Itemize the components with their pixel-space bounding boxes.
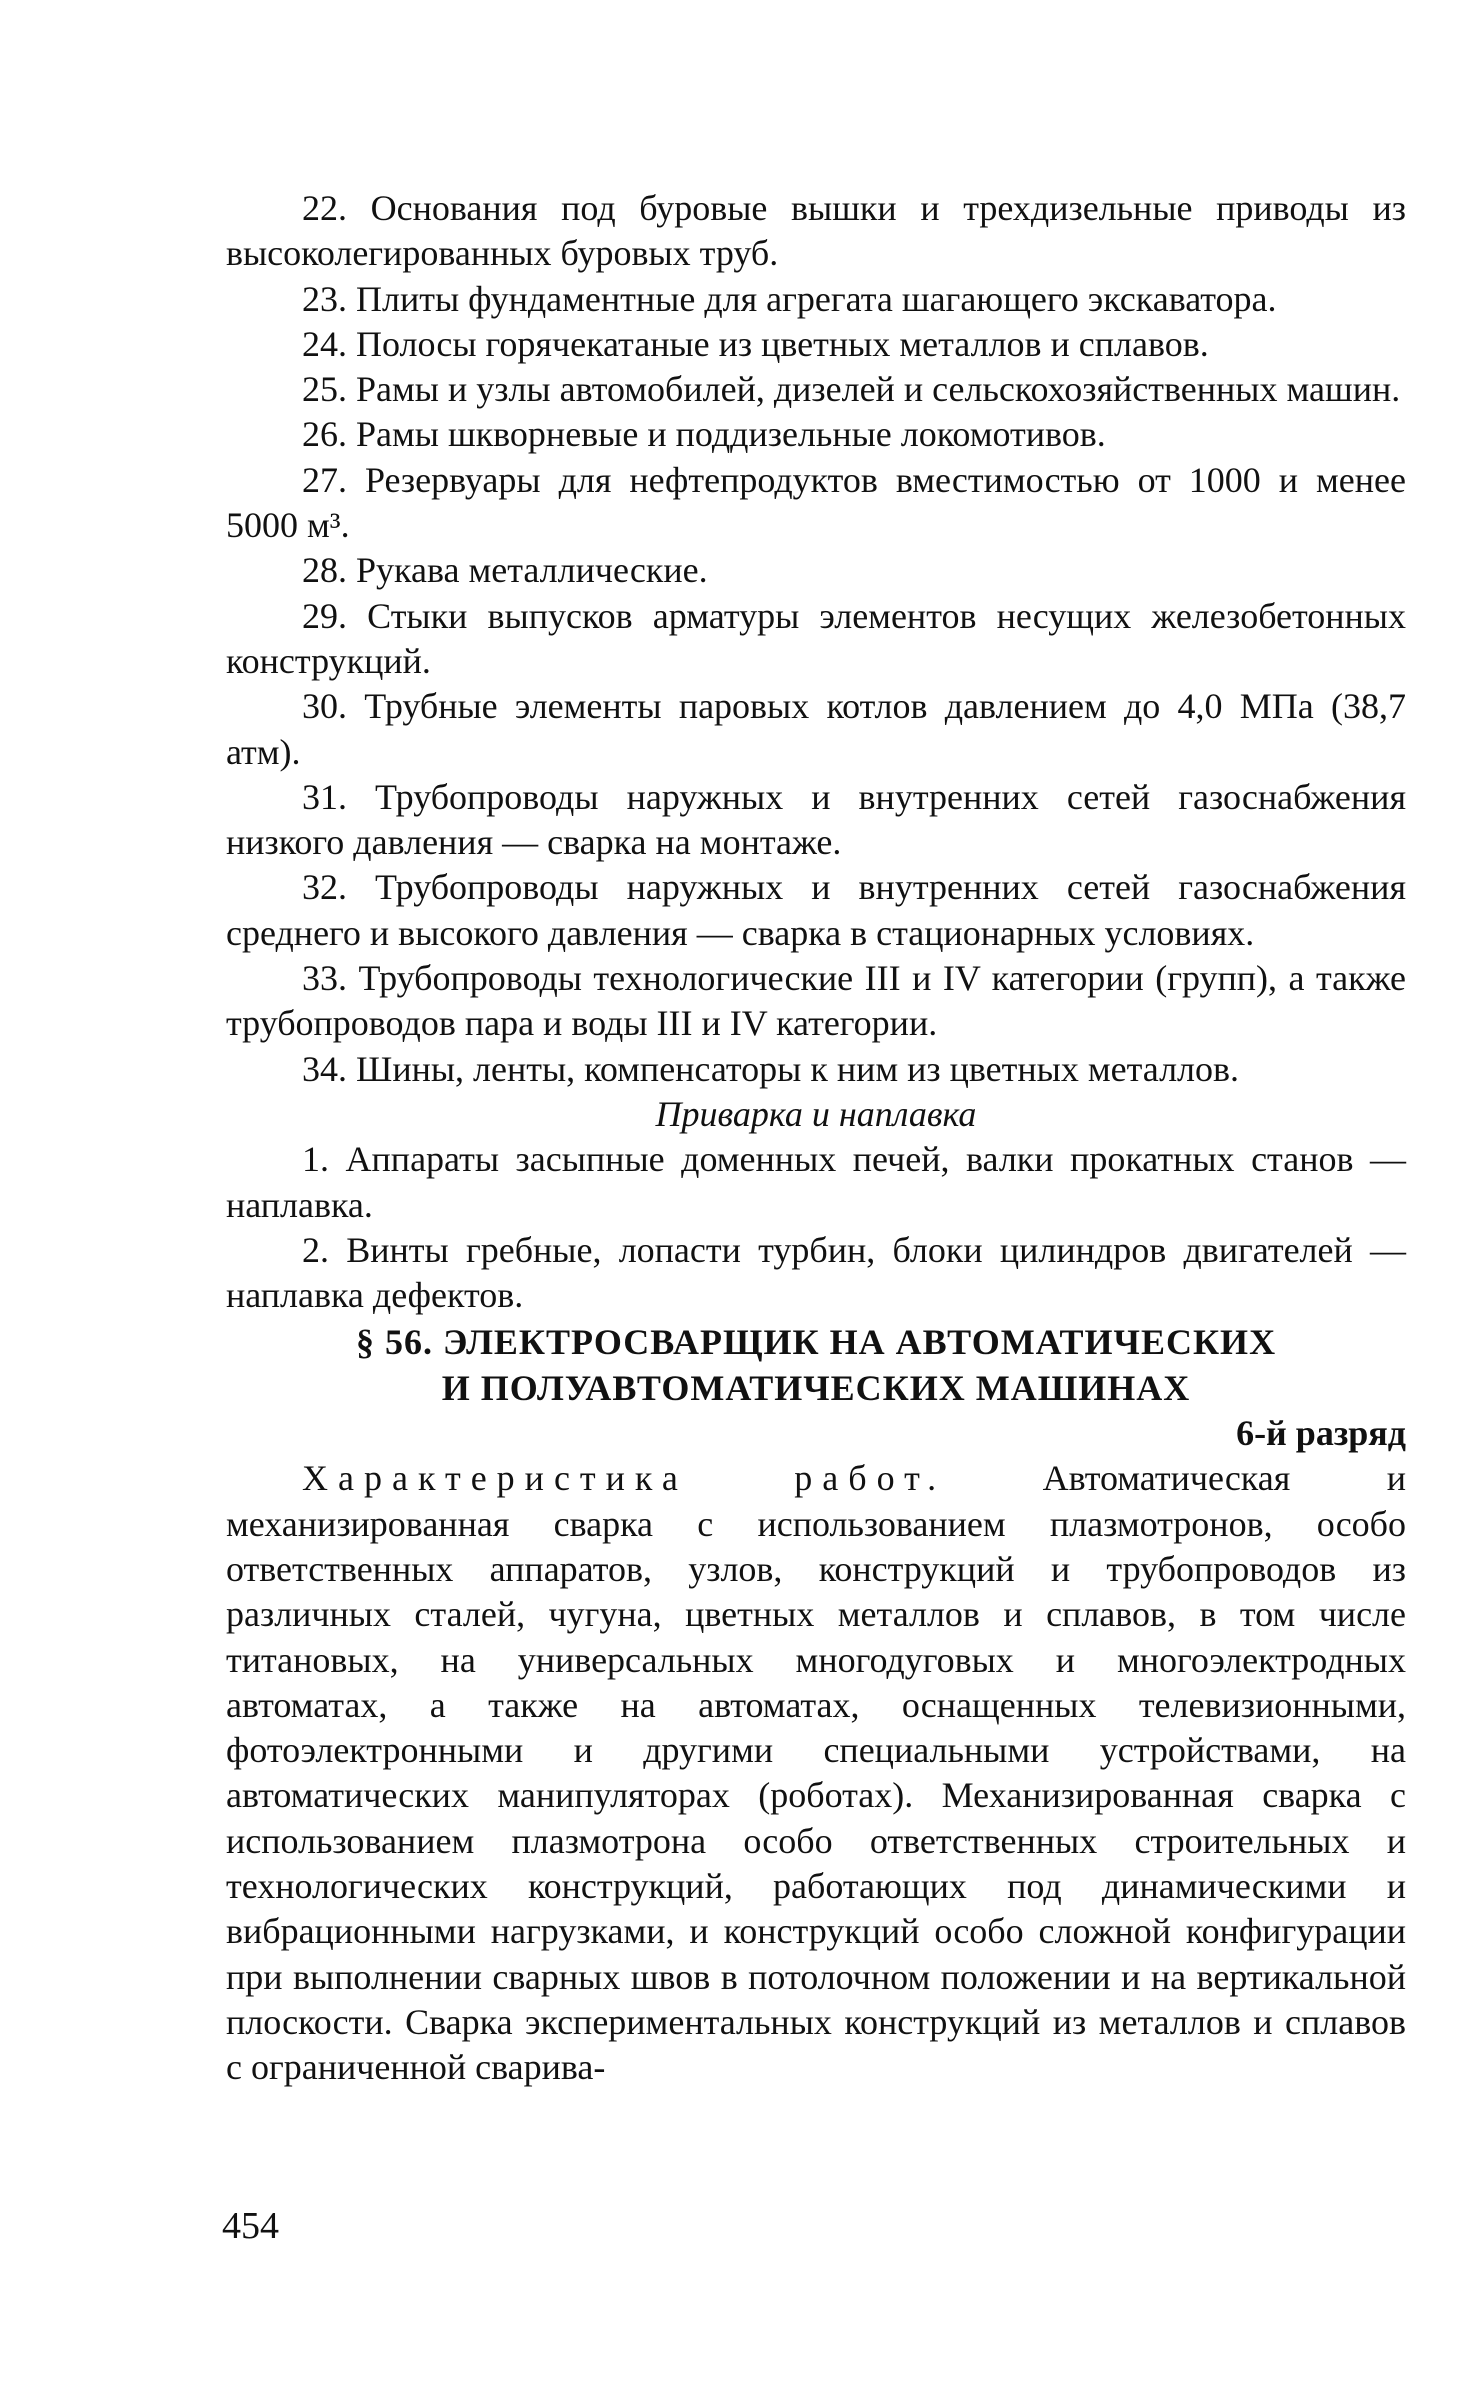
list-item: 1. Аппараты засыпные доменных печей, валки прокатных станов — наплавка.: [226, 1139, 1406, 1225]
section-title-line: И ПОЛУАВТОМАТИЧЕСКИХ МАШИНАХ: [441, 1367, 1191, 1408]
list-item: 32. Трубопроводы наружных и внутренних сетей газоснабжения среднего и высокого давления — сварка в стационарных условиях.: [226, 867, 1406, 953]
subheading: Приварка и наплавка: [655, 1093, 977, 1134]
list-item: 30. Трубные элементы паровых котлов давлением до 4,0 МПа (38,7 атм).: [226, 686, 1406, 772]
list-item: 28. Рукава металлические.: [302, 550, 708, 591]
paragraph-body: Автоматическая и механизированная сварка с использованием плазмотронов, особо ответственных аппаратов, узлов, конструкций и трубопроводов из различных сталей, чугуна, цветных металлов и сплавов, в том числе титановых, на универсальных многодуговых и многоэлектродных автоматах, а также на автоматах, оснащенных телевизионными, фотоэлектронными и другими специальными устройствами, на автоматических манипуляторах (роботах). Механизированная сварка с использованием плазмотрона особо ответственных строительных и технологических конструкций, работающих под динамическими и вибрационными нагрузками, и конструкций особо сложной конфигурации при выполнении сварных швов в потолочном положении и на вертикальной плоскости. Сварка экспериментальных конструкций из металлов и сплавов с ограниченной сварива-: [226, 1458, 1406, 2088]
grade-label: 6-й разряд: [1236, 1413, 1406, 1454]
list-item: 29. Стыки выпусков арматуры элементов несущих железобетонных конструкций.: [226, 595, 1406, 681]
list-item: 24. Полосы горячекатаные из цветных металлов и сплавов.: [302, 323, 1209, 364]
list-item: 34. Шины, ленты, компенсаторы к ним из цветных металлов.: [302, 1048, 1240, 1089]
list-item: 23. Плиты фундаментные для агрегата шагающего экскаватора.: [302, 278, 1277, 319]
paragraph-lead: Характеристика работ.: [302, 1458, 947, 1499]
section-title: [226, 1320, 1406, 1411]
section-paragraph: [226, 1456, 1406, 2090]
list-item: 31. Трубопроводы наружных и внутренних сетей газоснабжения низкого давления — сварка на монтаже.: [226, 776, 1406, 863]
section-title-line: § 56. ЭЛЕКТРОСВАРЩИК НА АВТОМАТИЧЕСКИХ: [355, 1322, 1277, 1363]
list-item: 26. Рамы шкворневые и поддизельные локомотивов.: [302, 414, 1106, 455]
list-item: 22. Основания под буровые вышки и трехдизельные приводы из высоколегированных буровых труб.: [226, 188, 1406, 274]
list-item: 25. Рамы и узлы автомобилей, дизелей и сельскохозяйственных машин.: [302, 369, 1401, 410]
page-number: 454: [222, 2205, 279, 2247]
list-item: 2. Винты гребные, лопасти турбин, блоки цилиндров двигателей — наплавка дефектов.: [226, 1229, 1406, 1316]
page-text: [226, 186, 1406, 2090]
list-item: 33. Трубопроводы технологические III и IV категории (групп), а также трубопроводов пара и воды III и IV категории.: [226, 958, 1406, 1044]
list-item: 27. Резервуары для нефтепродуктов вместимостью от 1000 и менее 5000 м³.: [226, 459, 1406, 546]
